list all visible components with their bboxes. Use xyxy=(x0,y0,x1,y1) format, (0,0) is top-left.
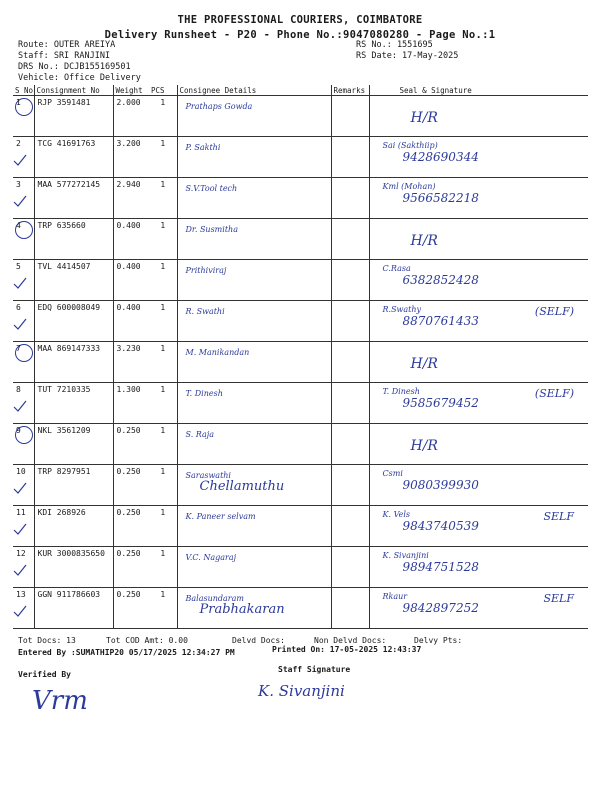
consignee-name-line2: Prabhakaran xyxy=(199,602,285,617)
consignee-details xyxy=(177,465,331,506)
seal-signature-cell xyxy=(369,506,588,547)
receiver-signature: K. Sivanjini xyxy=(382,551,429,560)
receiver-phone: 9842897252 xyxy=(402,601,479,615)
receiver-phone: 9843740539 xyxy=(402,519,479,533)
row-serial-cell xyxy=(13,547,34,588)
seal-signature-cell xyxy=(369,219,588,260)
weight-value: 0.250 xyxy=(113,547,149,588)
weight-value: 2.000 xyxy=(113,96,149,137)
remarks-cell xyxy=(331,342,369,383)
weight-value: 2.940 xyxy=(113,178,149,219)
row-serial: 13 xyxy=(16,590,26,599)
consignment-number: EDQ 600008049 xyxy=(34,301,113,342)
table-row xyxy=(13,178,588,219)
row-serial-cell xyxy=(13,383,34,424)
row-serial: 9 xyxy=(16,426,21,435)
row-serial-cell xyxy=(13,96,34,137)
seal-signature-cell xyxy=(369,137,588,178)
col-weight: Weight xyxy=(113,85,149,96)
consignment-number: KDI 268926 xyxy=(34,506,113,547)
pcs-value: 1 xyxy=(149,506,177,547)
consignee-name: Saraswathi xyxy=(185,471,231,480)
row-serial: 3 xyxy=(16,180,21,189)
consignment-number: KUR 3000835650 xyxy=(34,547,113,588)
consignment-number: RJP 3591481 xyxy=(34,96,113,137)
printed-on: Printed On: 17-05-2025 12:43:37 xyxy=(272,645,422,654)
consignment-number: TRP 8297951 xyxy=(34,465,113,506)
row-serial: 11 xyxy=(16,508,26,517)
staff-signature: K. Sivanjini xyxy=(258,682,345,700)
col-consignee: Consignee Details xyxy=(177,85,331,96)
pcs-value: 1 xyxy=(149,96,177,137)
consignee-details xyxy=(177,424,331,465)
consignment-number: GGN 911786603 xyxy=(34,588,113,629)
tick-mark-icon xyxy=(13,317,27,331)
receiver-signature: Csmi xyxy=(382,469,403,478)
rs-number: RS No.: 1551695 xyxy=(356,40,433,50)
tick-mark-icon xyxy=(13,153,27,167)
row-serial-cell xyxy=(13,465,34,506)
tick-mark-icon xyxy=(13,522,27,536)
runsheet-subtitle: Delivery Runsheet - P20 - Phone No.:9047080280 - Page No.:1 xyxy=(104,29,496,41)
total-cod: Tot COD Amt: 0.00 xyxy=(106,636,188,645)
self-note: SELF xyxy=(543,592,574,605)
consignee-name: T. Dinesh xyxy=(185,389,223,398)
table-row xyxy=(13,547,588,588)
drs-number: DRS No.: DCJB155169501 xyxy=(18,62,131,72)
col-pcs: PCS xyxy=(149,85,177,96)
seal-signature-cell xyxy=(369,342,588,383)
consignment-number: TVL 4414507 xyxy=(34,260,113,301)
pcs-value: 1 xyxy=(149,465,177,506)
consignee-name: V.C. Nagaraj xyxy=(185,553,237,562)
receiver-phone: 6382852428 xyxy=(402,273,479,287)
row-serial-cell xyxy=(13,588,34,629)
consignment-number: MAA 869147333 xyxy=(34,342,113,383)
tick-mark-icon xyxy=(13,604,27,618)
handed-receiver-mark: H/R xyxy=(410,438,438,454)
receiver-phone: 9428690344 xyxy=(402,150,479,164)
table-row xyxy=(13,137,588,178)
runsheet-table xyxy=(13,85,588,629)
row-serial: 6 xyxy=(16,303,21,312)
seal-signature-cell xyxy=(369,260,588,301)
pcs-value: 1 xyxy=(149,424,177,465)
verifier-signature: Vrm xyxy=(32,686,88,716)
rs-date: RS Date: 17-May-2025 xyxy=(356,51,459,61)
table-row xyxy=(13,342,588,383)
remarks-cell xyxy=(331,588,369,629)
seal-signature-cell xyxy=(369,301,588,342)
consignment-number: TCG 41691763 xyxy=(34,137,113,178)
consignee-details xyxy=(177,219,331,260)
table-row xyxy=(13,96,588,137)
weight-value: 0.250 xyxy=(113,506,149,547)
receiver-phone: 9566582218 xyxy=(402,191,479,205)
consignee-name: R. Swathi xyxy=(185,307,225,316)
self-note: SELF xyxy=(543,510,574,523)
table-row xyxy=(13,424,588,465)
table-row xyxy=(13,301,588,342)
col-consignment: Consignment No xyxy=(34,85,113,96)
receiver-signature: R.Swathy xyxy=(382,305,422,314)
row-serial-cell xyxy=(13,506,34,547)
tick-mark-icon xyxy=(13,276,27,290)
remarks-cell xyxy=(331,178,369,219)
consignee-name-line2: Chellamuthu xyxy=(199,479,285,494)
weight-value: 0.250 xyxy=(113,424,149,465)
pcs-value: 1 xyxy=(149,178,177,219)
consignee-name: M. Manikandan xyxy=(185,348,250,357)
remarks-cell xyxy=(331,96,369,137)
total-docs: Tot Docs: 13 xyxy=(18,636,76,645)
table-row xyxy=(13,506,588,547)
consignee-details xyxy=(177,506,331,547)
tick-mark-icon xyxy=(13,481,27,495)
consignee-details xyxy=(177,301,331,342)
receiver-phone: 9894751528 xyxy=(402,560,479,574)
seal-signature-cell xyxy=(369,465,588,506)
consignee-name: Balasundaram xyxy=(185,594,244,603)
self-note: (SELF) xyxy=(534,305,574,318)
entered-by: Entered By :SUMATHIP20 05/17/2025 12:34:27 PM xyxy=(18,648,235,657)
pcs-value: 1 xyxy=(149,301,177,342)
weight-value: 0.400 xyxy=(113,260,149,301)
consignment-number: TRP 635660 xyxy=(34,219,113,260)
pcs-value: 1 xyxy=(149,547,177,588)
consignee-details xyxy=(177,588,331,629)
weight-value: 0.400 xyxy=(113,219,149,260)
remarks-cell xyxy=(331,547,369,588)
handed-receiver-mark: H/R xyxy=(410,356,438,372)
tick-mark-icon xyxy=(13,563,27,577)
consignee-details xyxy=(177,342,331,383)
consignment-number: TUT 7210335 xyxy=(34,383,113,424)
receiver-signature: T. Dinesh xyxy=(382,387,420,396)
remarks-cell xyxy=(331,506,369,547)
remarks-cell xyxy=(331,301,369,342)
col-sno: S No xyxy=(15,85,34,95)
consignee-name: Prithiviraj xyxy=(185,266,227,275)
table-row xyxy=(13,383,588,424)
consignee-name: Prathaps Gowda xyxy=(185,102,253,111)
remarks-cell xyxy=(331,383,369,424)
row-serial-cell xyxy=(13,424,34,465)
receiver-signature: Rkaur xyxy=(382,592,408,601)
consignee-details xyxy=(177,260,331,301)
seal-signature-cell xyxy=(369,96,588,137)
consignee-details xyxy=(177,547,331,588)
row-serial-cell xyxy=(13,342,34,383)
row-serial: 5 xyxy=(16,262,21,271)
seal-signature-cell xyxy=(369,547,588,588)
table-row xyxy=(13,219,588,260)
table-row xyxy=(13,465,588,506)
staff-signature-label: Staff Signature xyxy=(278,665,351,674)
pcs-value: 1 xyxy=(149,137,177,178)
weight-value: 1.300 xyxy=(113,383,149,424)
remarks-cell xyxy=(331,260,369,301)
seal-signature-cell xyxy=(369,178,588,219)
verified-by-label: Verified By xyxy=(18,670,71,679)
pcs-value: 1 xyxy=(149,342,177,383)
row-serial: 8 xyxy=(16,385,21,394)
self-note: (SELF) xyxy=(534,387,574,400)
tick-mark-icon xyxy=(13,399,27,413)
col-seal-signature: Seal & Signature xyxy=(369,85,588,96)
handed-receiver-mark: H/R xyxy=(410,233,438,249)
receiver-signature: Sai (Sakthiip) xyxy=(382,141,438,150)
col-remarks: Remarks xyxy=(331,85,369,96)
row-serial: 4 xyxy=(16,221,21,230)
row-serial-cell xyxy=(13,137,34,178)
staff-label: Staff: SRI RANJINI xyxy=(18,51,111,61)
row-serial-cell xyxy=(13,260,34,301)
receiver-signature: C.Rasa xyxy=(382,264,411,273)
row-serial: 7 xyxy=(16,344,21,353)
consignment-number: MAA 577272145 xyxy=(34,178,113,219)
tick-mark-icon xyxy=(13,194,27,208)
table-header-row xyxy=(13,85,588,96)
consignment-number: NKL 3561209 xyxy=(34,424,113,465)
weight-value: 0.400 xyxy=(113,301,149,342)
route-label: Route: OUTER AREIYA xyxy=(18,40,116,50)
row-serial: 10 xyxy=(16,467,26,476)
weight-value: 3.230 xyxy=(113,342,149,383)
consignee-name: Dr. Susmitha xyxy=(185,225,238,234)
row-serial-cell xyxy=(13,219,34,260)
non-delivered-docs: Non Delvd Docs: xyxy=(314,636,387,645)
seal-signature-cell xyxy=(369,588,588,629)
seal-signature-cell xyxy=(369,383,588,424)
handed-receiver-mark: H/R xyxy=(410,110,438,126)
consignee-name: S. Raja xyxy=(185,430,215,439)
receiver-phone: 9080399930 xyxy=(402,478,479,492)
remarks-cell xyxy=(331,137,369,178)
consignee-name: S.V.Tool tech xyxy=(185,184,238,193)
weight-value: 0.250 xyxy=(113,465,149,506)
receiver-signature: K. Vels xyxy=(382,510,411,519)
company-title: THE PROFESSIONAL COURIERS, COIMBATORE xyxy=(177,14,423,26)
pcs-value: 1 xyxy=(149,383,177,424)
row-serial: 12 xyxy=(16,549,26,558)
consignee-details xyxy=(177,137,331,178)
consignee-details xyxy=(177,96,331,137)
receiver-phone: 8870761433 xyxy=(402,314,479,328)
consignee-details xyxy=(177,178,331,219)
row-serial: 2 xyxy=(16,139,21,148)
consignee-name: P. Sakthi xyxy=(185,143,221,152)
pcs-value: 1 xyxy=(149,260,177,301)
pcs-value: 1 xyxy=(149,588,177,629)
receiver-phone: 9585679452 xyxy=(402,396,479,410)
delivered-docs: Delvd Docs: xyxy=(232,636,285,645)
remarks-cell xyxy=(331,219,369,260)
remarks-cell xyxy=(331,424,369,465)
consignee-name: K. Paneer selvam xyxy=(185,512,256,521)
row-serial-cell xyxy=(13,178,34,219)
remarks-cell xyxy=(331,465,369,506)
delivery-points: Delvy Pts: xyxy=(414,636,463,645)
table-row xyxy=(13,260,588,301)
weight-value: 0.250 xyxy=(113,588,149,629)
receiver-signature: Kml (Mohan) xyxy=(382,182,436,191)
vehicle-label: Vehicle: Office Delivery xyxy=(18,73,141,83)
consignee-details xyxy=(177,383,331,424)
row-serial: 1 xyxy=(16,98,21,107)
weight-value: 3.200 xyxy=(113,137,149,178)
seal-signature-cell xyxy=(369,424,588,465)
pcs-value: 1 xyxy=(149,219,177,260)
row-serial-cell xyxy=(13,301,34,342)
table-row xyxy=(13,588,588,629)
